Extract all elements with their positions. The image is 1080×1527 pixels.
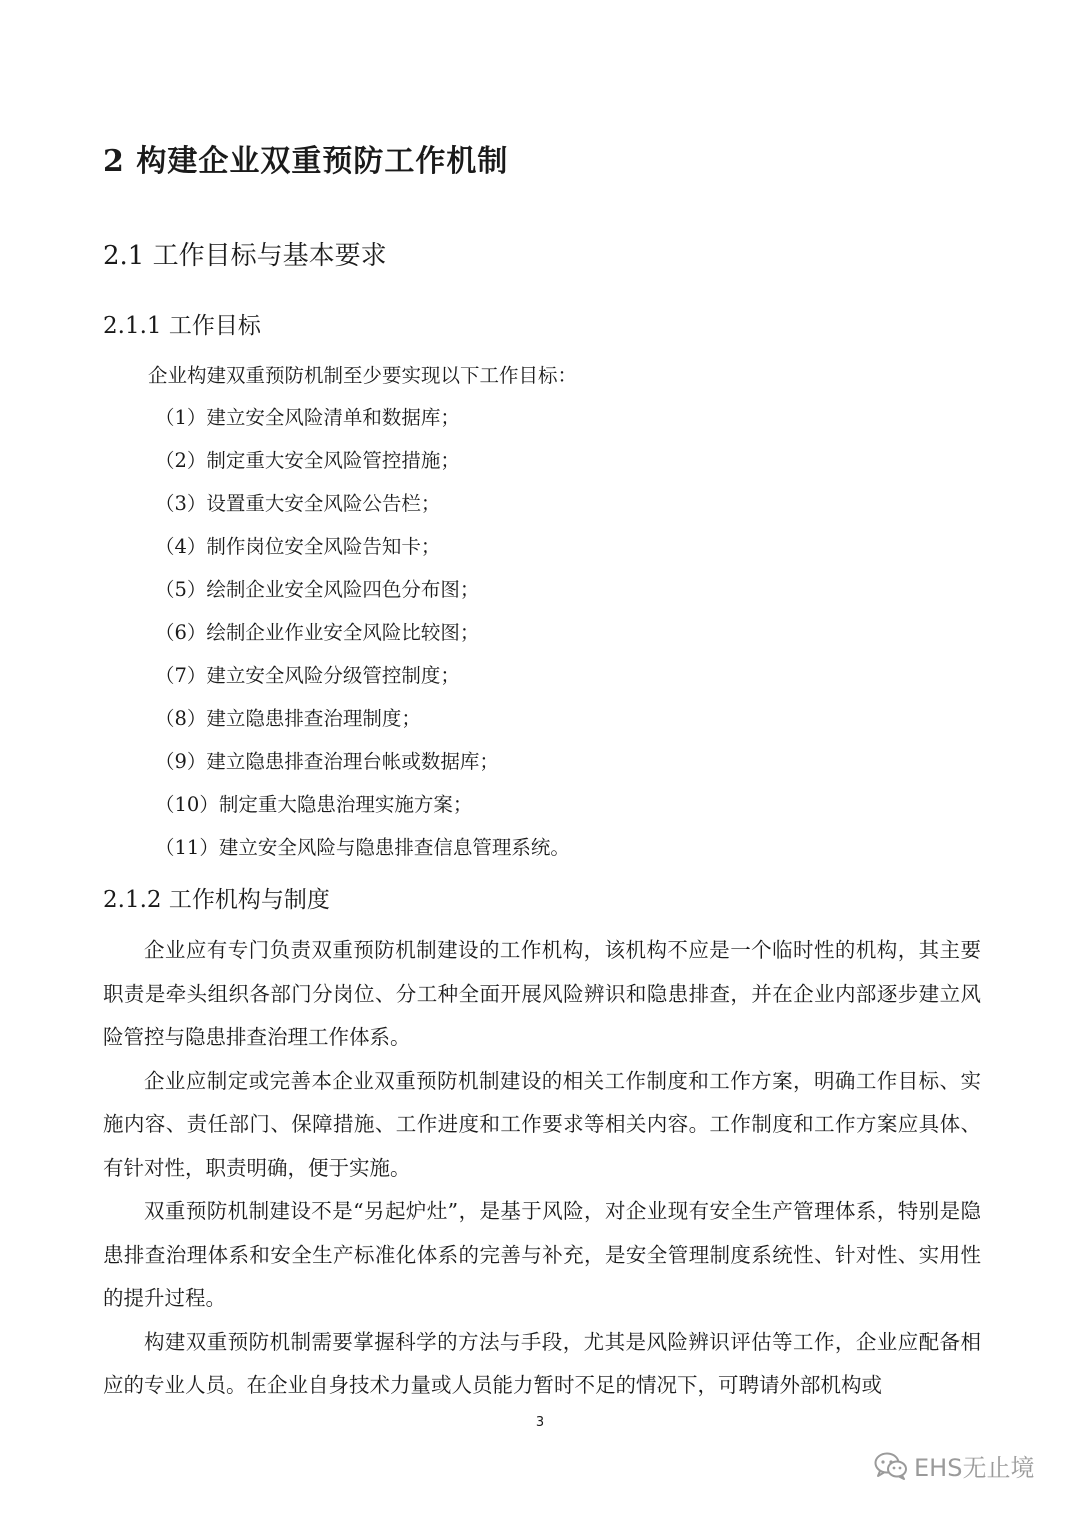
list-item: （5）绘制企业安全风险四色分布图； bbox=[155, 578, 480, 601]
list-item: （9）建立隐患排查治理台帐或数据库； bbox=[155, 750, 499, 773]
chapter-heading: 2 构建企业双重预防工作机制 bbox=[103, 144, 509, 179]
page-number: 3 bbox=[535, 1415, 545, 1430]
list-item: （8）建立隐患排查治理制度； bbox=[155, 707, 421, 730]
watermark bbox=[874, 1448, 1034, 1483]
body-paragraph: 企业应制定或完善本企业双重预防机制建设的相关工作制度和工作方案，明确工作目标、实施内容、责任部门、保障措施、工作进度和工作要求等相关内容。工作制度和工作方案应具体、有针对性，职责明确，便于实施。 bbox=[103, 1068, 981, 1180]
work-goals-intro: 企业构建双重预防机制至少要实现以下工作目标： bbox=[148, 364, 578, 387]
body-paragraph: 构建双重预防机制需要掌握科学的方法与手段，尤其是风险辨识评估等工作，企业应配备相应的专业人员。在企业自身技术力量或人员能力暂时不足的情况下，可聘请外部机构或 bbox=[103, 1329, 981, 1397]
list-item: （6）绘制企业作业安全风险比较图； bbox=[155, 621, 480, 644]
subsection-heading-work-goals: 2.1.1 工作目标 bbox=[103, 313, 261, 339]
work-goals-list bbox=[155, 403, 570, 876]
list-item: （11）建立安全风险与隐患排查信息管理系统。 bbox=[155, 836, 570, 859]
section-heading: 2.1 工作目标与基本要求 bbox=[103, 241, 387, 271]
list-item: （4）制作岗位安全风险告知卡； bbox=[155, 535, 441, 558]
list-item: （2）制定重大安全风险管控措施； bbox=[155, 449, 460, 472]
wechat-icon bbox=[874, 1452, 908, 1480]
watermark-text: EHS无止境 bbox=[914, 1454, 1035, 1482]
list-item: （7）建立安全风险分级管控制度； bbox=[155, 664, 460, 687]
list-item: （10）制定重大隐患治理实施方案； bbox=[155, 793, 473, 816]
organization-body bbox=[103, 929, 981, 1408]
body-paragraph: 双重预防机制建设不是“另起炉灶”，是基于风险，对企业现有安全生产管理体系，特别是隐患排查治理体系和安全生产标准化体系的完善与补充，是安全管理制度系统性、针对性、实用性的提升过程。 bbox=[103, 1199, 981, 1310]
subsection-heading-organization: 2.1.2 工作机构与制度 bbox=[103, 887, 330, 913]
list-item: （1）建立安全风险清单和数据库； bbox=[155, 406, 460, 429]
body-paragraph: 企业应有专门负责双重预防机制建设的工作机构，该机构不应是一个临时性的机构，其主要职责是牵头组织各部门分岗位、分工种全面开展风险辨识和隐患排查，并在企业内部逐步建立风险管控与隐患排查治理工作体系。 bbox=[103, 938, 981, 1049]
list-item: （3）设置重大安全风险公告栏； bbox=[155, 492, 441, 515]
